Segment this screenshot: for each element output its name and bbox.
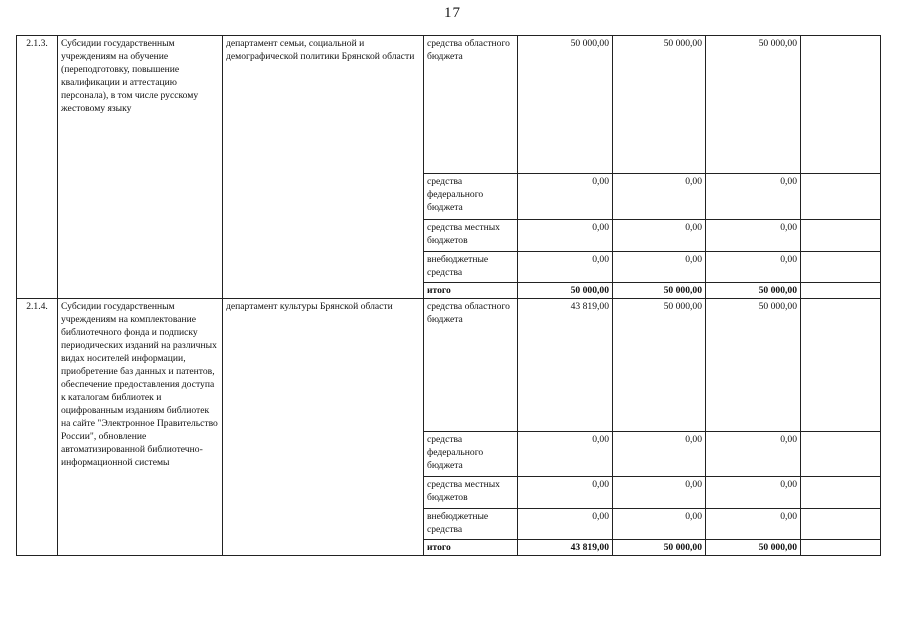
funding-value-3: 50 000,00 [706,299,801,432]
funding-source: внебюджетные средства [424,252,518,283]
funding-value-2: 50 000,00 [613,36,706,174]
row-executor: департамент семьи, социальной и демографической политики Брянской области [223,36,424,299]
funding-value-3: 0,00 [706,509,801,540]
empty-cell [801,299,881,432]
funding-source: средства федерального бюджета [424,174,518,220]
funding-value-3: 0,00 [706,220,801,252]
funding-value-1: 0,00 [518,477,613,509]
funding-total-2: 50 000,00 [613,540,706,556]
funding-source: средства областного бюджета [424,299,518,432]
funding-value-3: 0,00 [706,477,801,509]
funding-total-1: 43 819,00 [518,540,613,556]
table-row [17,299,881,432]
empty-cell [801,220,881,252]
page-number: 17 [444,5,461,21]
funding-value-2: 0,00 [613,174,706,220]
funding-value-3: 0,00 [706,432,801,477]
empty-cell [801,174,881,220]
funding-total-1: 50 000,00 [518,283,613,299]
funding-value-2: 50 000,00 [613,299,706,432]
funding-value-1: 0,00 [518,174,613,220]
empty-cell [801,432,881,477]
funding-total-label: итого [424,283,518,299]
funding-source: средства местных бюджетов [424,220,518,252]
row-code: 2.1.3. [17,36,58,299]
empty-cell [801,252,881,283]
funding-value-1: 0,00 [518,252,613,283]
funding-value-3: 50 000,00 [706,36,801,174]
funding-value-1: 0,00 [518,432,613,477]
row-code: 2.1.4. [17,299,58,556]
empty-cell [801,477,881,509]
empty-cell [801,283,881,299]
empty-cell [801,509,881,540]
funding-value-3: 0,00 [706,252,801,283]
funding-value-1: 50 000,00 [518,36,613,174]
funding-total-3: 50 000,00 [706,283,801,299]
funding-value-2: 0,00 [613,220,706,252]
funding-value-1: 0,00 [518,220,613,252]
funding-value-1: 0,00 [518,509,613,540]
funding-total-2: 50 000,00 [613,283,706,299]
row-name: Субсидии государственным учреждениям на обучение (переподготовку, повышение квалификации и аттестацию персонала), в том числе русскому жестовому языку [58,36,223,299]
funding-value-2: 0,00 [613,477,706,509]
row-executor: департамент культуры Брянской области [223,299,424,556]
funding-value-3: 0,00 [706,174,801,220]
funding-total-3: 50 000,00 [706,540,801,556]
funding-source: внебюджетные средства [424,509,518,540]
funding-source: средства областного бюджета [424,36,518,174]
table-row [17,36,881,174]
funding-value-2: 0,00 [613,432,706,477]
funding-source: средства местных бюджетов [424,477,518,509]
funding-value-2: 0,00 [613,509,706,540]
funding-source: средства федерального бюджета [424,432,518,477]
empty-cell [801,36,881,174]
funding-value-2: 0,00 [613,252,706,283]
row-name: Субсидии государственным учреждениям на комплектование библиотечного фонда и подписку периодических изданий на различных видах носителей информации, приобретение баз данных и патентов, обеспечение предоставления доступа к каталогам библиотек и оцифрованным изданиям библиотек на сайте "Электронное Правительство России", обновление автоматизированной библиотечно-информационной системы [58,299,223,556]
budget-table [16,35,881,556]
funding-total-label: итого [424,540,518,556]
funding-value-1: 43 819,00 [518,299,613,432]
empty-cell [801,540,881,556]
